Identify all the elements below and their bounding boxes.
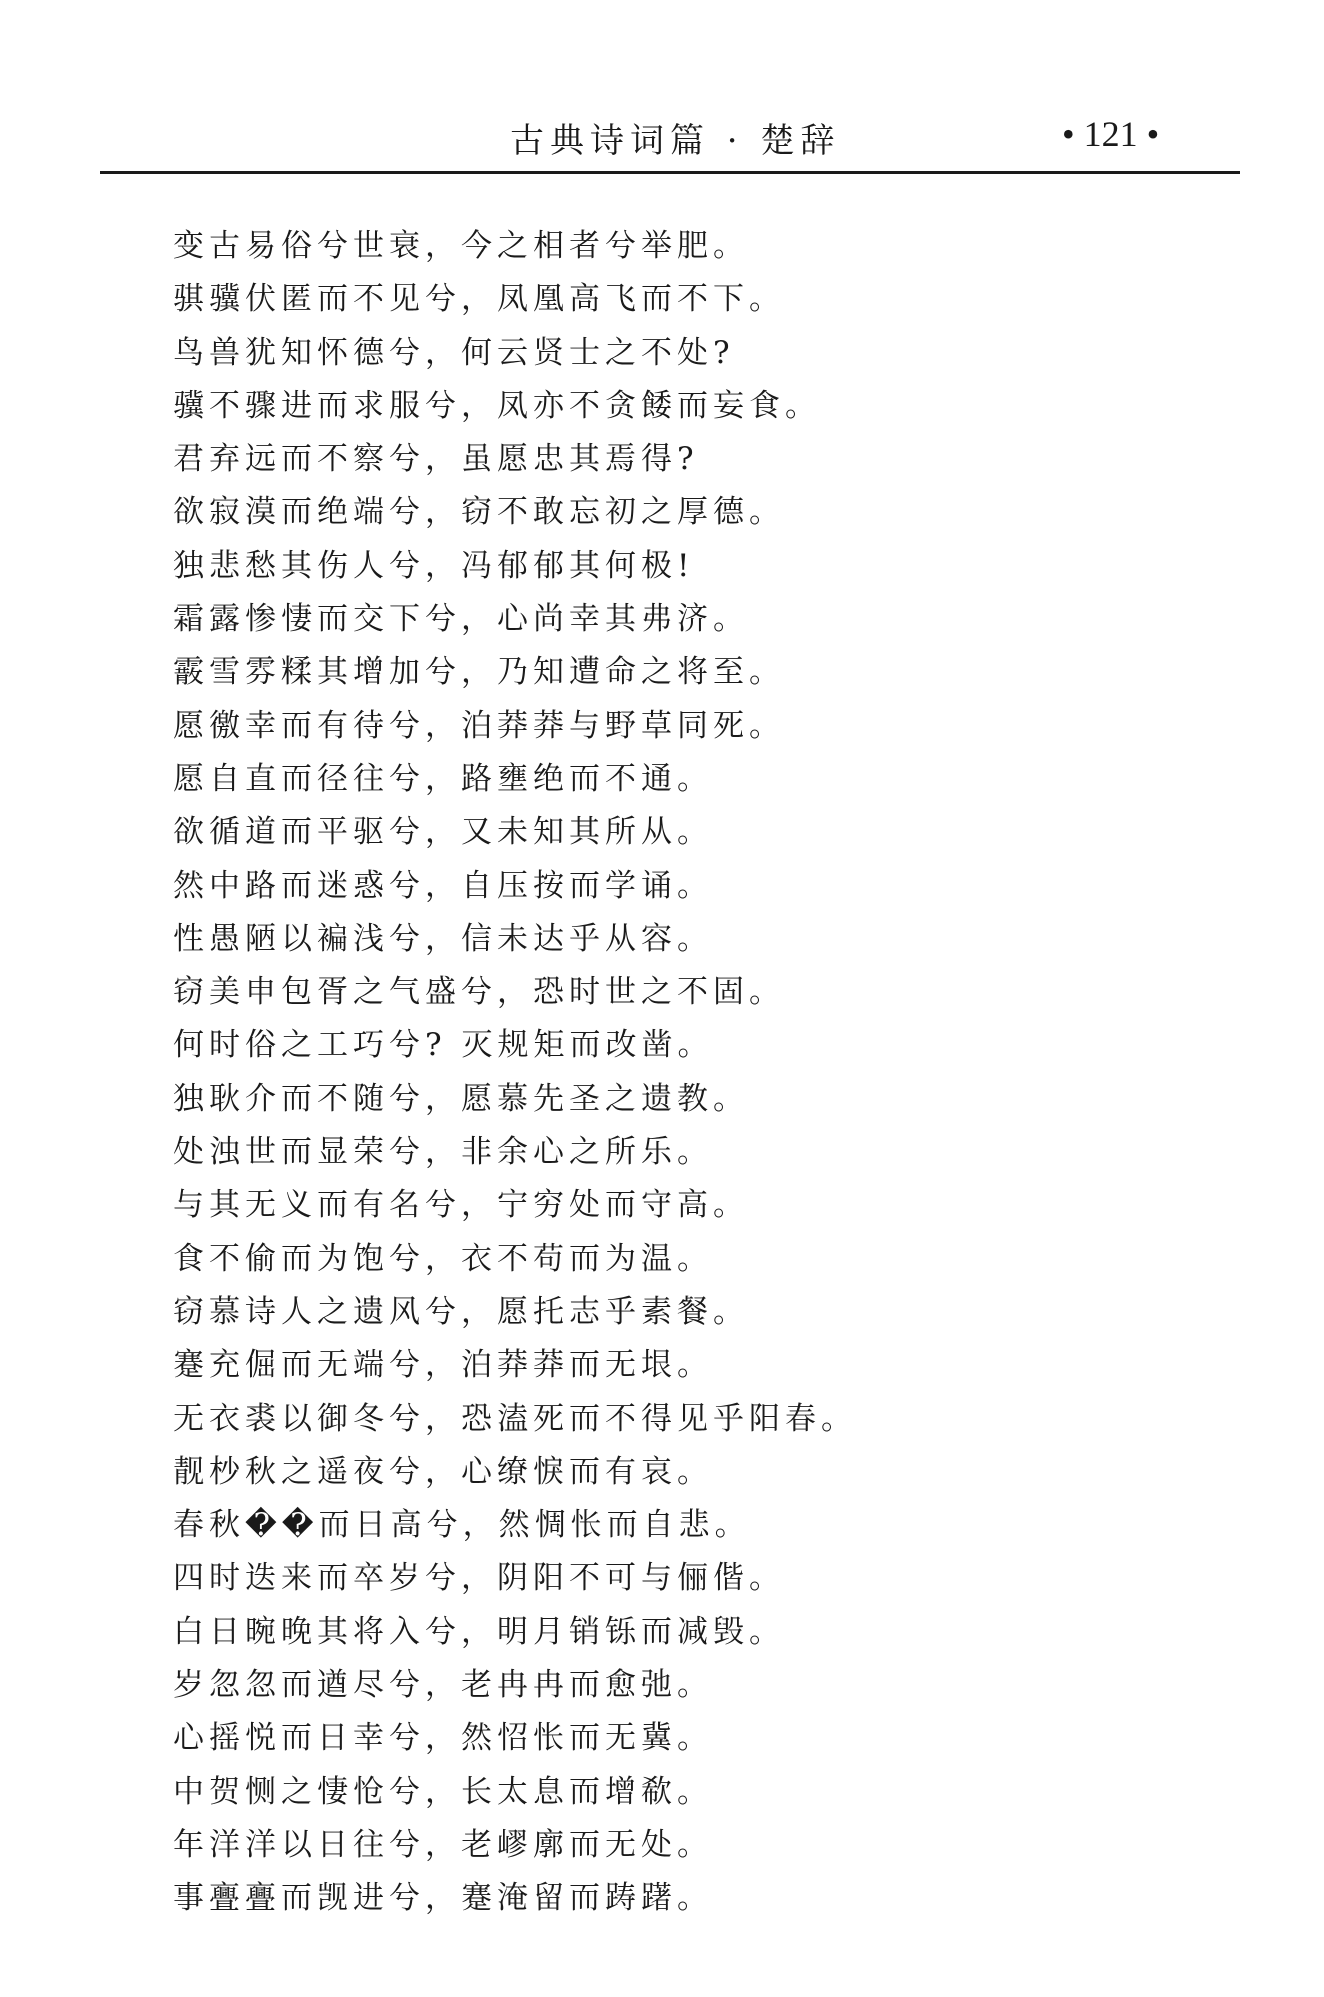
- poem-line: 事亹亹而觊进兮，蹇淹留而踌躇。: [173, 1880, 713, 1917]
- poem-line: 欲循道而平驱兮，又未知其所从。: [173, 814, 713, 851]
- poem-line: 蹇充倔而无端兮，泊莽莽而无垠。: [173, 1347, 713, 1384]
- page-title: 古典诗词篇 · 楚辞: [510, 121, 841, 161]
- poem-line: 春秋��而日高兮，然惆怅而自悲。: [173, 1507, 751, 1544]
- poem-line: 白日晼晚其将入兮，明月销铄而减毁。: [173, 1613, 785, 1650]
- poem-line: 窃美申包胥之气盛兮，恐时世之不固。: [173, 974, 785, 1011]
- page-header: [100, 105, 1240, 175]
- poem-line: 骐骥伏匿而不见兮，凤凰高飞而不下。: [173, 281, 785, 318]
- poem-line: 食不偷而为饱兮，衣不苟而为温。: [173, 1240, 713, 1277]
- poem-line: 心摇悦而日幸兮，然怊怅而无冀。: [173, 1720, 713, 1757]
- poem-line: 独悲愁其伤人兮，冯郁郁其何极!: [173, 547, 695, 584]
- poem-body: [173, 220, 1173, 1926]
- poem-line: 独耿介而不随兮，愿慕先圣之遗教。: [173, 1080, 749, 1117]
- poem-line: 霰雪雰糅其增加兮，乃知遭命之将至。: [173, 654, 785, 691]
- poem-line: 然中路而迷惑兮，自压按而学诵。: [173, 867, 713, 904]
- poem-line: 中贺恻之悽怆兮，长太息而增欷。: [173, 1773, 713, 1810]
- poem-line: 四时迭来而卒岁兮，阴阳不可与俪偕。: [173, 1560, 785, 1597]
- poem-line: 靓杪秋之遥夜兮，心缭悷而有哀。: [173, 1453, 713, 1490]
- poem-line: 年洋洋以日往兮，老嵺廓而无处。: [173, 1826, 713, 1863]
- poem-line: 何时俗之工巧兮? 灭规矩而改凿。: [173, 1027, 714, 1064]
- header-divider: [100, 171, 1240, 174]
- poem-line: 处浊世而显荣兮，非余心之所乐。: [173, 1134, 713, 1171]
- page-number: • 121 •: [1062, 114, 1160, 154]
- poem-line: 无衣裘以御冬兮，恐溘死而不得见乎阳春。: [173, 1400, 857, 1437]
- poem-line: 岁忽忽而遒尽兮，老冉冉而愈弛。: [173, 1667, 713, 1704]
- poem-line: 鸟兽犹知怀德兮，何云贤士之不处?: [173, 334, 735, 371]
- poem-line: 窃慕诗人之遗风兮，愿托志乎素餐。: [173, 1293, 749, 1330]
- poem-line: 愿自直而径往兮，路壅绝而不通。: [173, 760, 713, 797]
- poem-line: 与其无义而有名兮，宁穷处而守高。: [173, 1187, 749, 1224]
- poem-line: 霜露惨悽而交下兮，心尚幸其弗济。: [173, 601, 749, 638]
- poem-line: 愿徼幸而有待兮，泊莽莽与野草同死。: [173, 707, 785, 744]
- poem-line: 欲寂漠而绝端兮，窃不敢忘初之厚德。: [173, 494, 785, 531]
- poem-line: 变古易俗兮世衰，今之相者兮举肥。: [173, 228, 749, 264]
- poem-line: 性愚陋以褊浅兮，信未达乎从容。: [173, 920, 713, 957]
- poem-line: 骥不骤进而求服兮，凤亦不贪餧而妄食。: [173, 387, 821, 424]
- poem-line: 君弃远而不察兮，虽愿忠其焉得?: [173, 441, 699, 478]
